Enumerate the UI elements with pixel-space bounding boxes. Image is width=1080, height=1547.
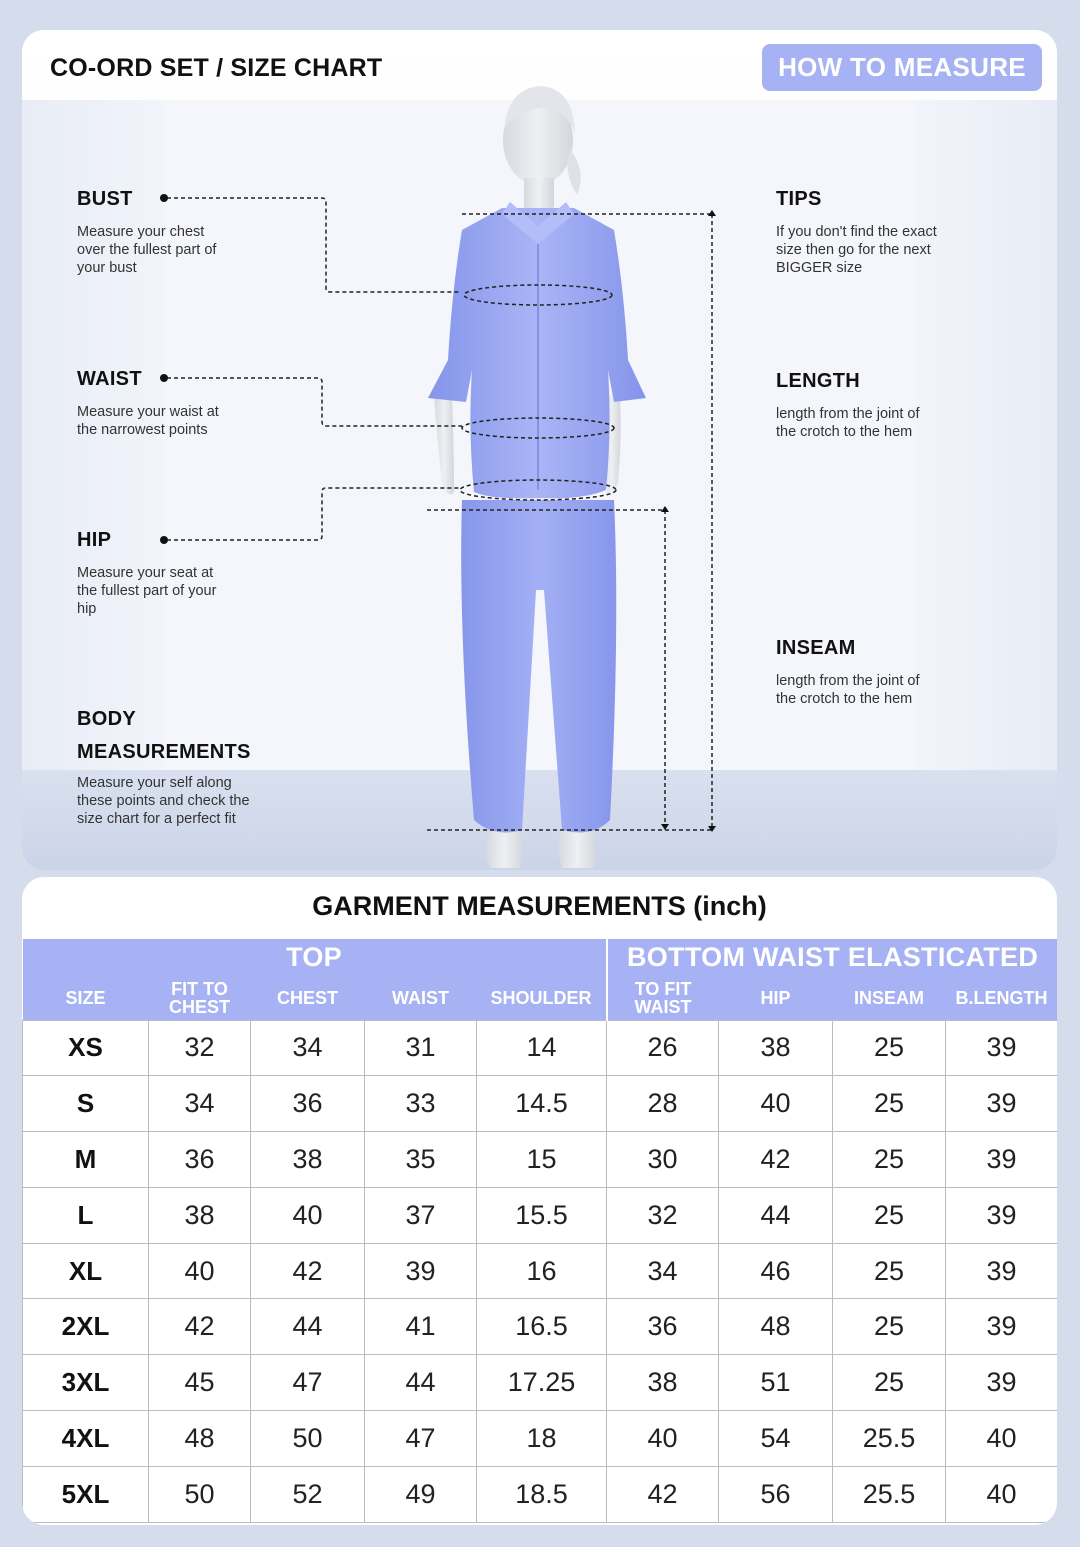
measurement-cell: 39 <box>946 1243 1057 1299</box>
measurement-cell: 40 <box>251 1187 365 1243</box>
measurement-cell: 42 <box>607 1466 719 1522</box>
column-header-chest: CHEST <box>251 976 365 1020</box>
measurement-cell: 25 <box>833 1132 946 1188</box>
measurement-cell: 25 <box>833 1243 946 1299</box>
column-header-size: SIZE <box>23 976 149 1020</box>
measurement-cell: 47 <box>251 1355 365 1411</box>
inseam-title: INSEAM <box>776 637 856 659</box>
measurement-cell: 40 <box>946 1466 1057 1522</box>
waist-text-2: the narrowest points <box>77 422 208 438</box>
size-cell: 4XL <box>23 1411 149 1467</box>
measurement-cell: 42 <box>251 1243 365 1299</box>
column-header-fit-to-chest: FIT TO CHEST <box>149 976 251 1020</box>
table-row <box>23 1020 1058 1076</box>
inseam-text-1: length from the joint of <box>776 673 920 689</box>
group-header-top: TOP <box>23 939 607 976</box>
inseam-arrow-top <box>661 506 669 512</box>
measurement-cell: 16.5 <box>477 1299 607 1355</box>
body-text-2: these points and check the <box>77 793 250 809</box>
column-header-hip: HIP <box>719 976 833 1020</box>
inseam-text-2: the crotch to the hem <box>776 691 913 707</box>
measurement-cell: 42 <box>149 1299 251 1355</box>
measurement-cell: 51 <box>719 1355 833 1411</box>
measurement-cell: 39 <box>365 1243 477 1299</box>
mannequin-left-forearm <box>434 395 454 494</box>
how-to-measure-panel <box>22 30 1057 870</box>
measurement-cell: 26 <box>607 1020 719 1076</box>
column-header-shoulder: SHOULDER <box>477 976 607 1020</box>
table-title: GARMENT MEASUREMENTS (inch) <box>312 891 767 921</box>
measurement-cell: 16 <box>477 1243 607 1299</box>
column-header-inseam: INSEAM <box>833 976 946 1020</box>
mannequin-left-foot <box>486 830 523 868</box>
measurement-cell: 15 <box>477 1132 607 1188</box>
measurement-cell: 40 <box>149 1243 251 1299</box>
measurement-cell: 47 <box>365 1411 477 1467</box>
tips-text-2: size then go for the next <box>776 242 931 258</box>
size-cell: 5XL <box>23 1466 149 1522</box>
hip-text-1: Measure your seat at <box>77 565 214 581</box>
measurement-cell: 40 <box>607 1411 719 1467</box>
body-measurements-label <box>77 708 251 828</box>
measurement-cell: 50 <box>251 1411 365 1467</box>
table-row <box>23 1076 1058 1132</box>
measurement-cell: 31 <box>365 1020 477 1076</box>
measurement-cell: 39 <box>946 1076 1057 1132</box>
inseam-label <box>776 637 919 708</box>
mannequin-right-foot <box>558 830 596 868</box>
body-text-1: Measure your self along <box>77 775 232 791</box>
how-to-measure-button[interactable]: HOW TO MEASURE <box>762 44 1042 91</box>
measurement-cell: 54 <box>719 1411 833 1467</box>
bust-title: BUST <box>77 188 133 210</box>
measurement-cell: 36 <box>251 1076 365 1132</box>
page-title: CO-ORD SET / SIZE CHART <box>50 54 383 82</box>
table-row <box>23 1132 1058 1188</box>
measurement-cell: 38 <box>607 1355 719 1411</box>
column-header-to-fit-waist: TO FIT WAIST <box>607 976 719 1020</box>
measurement-cell: 25 <box>833 1020 946 1076</box>
length-title: LENGTH <box>776 370 861 392</box>
measurement-cell: 18.5 <box>477 1466 607 1522</box>
measurement-cell: 33 <box>365 1076 477 1132</box>
waist-text-1: Measure your waist at <box>77 404 219 420</box>
size-cell: L <box>23 1187 149 1243</box>
measurement-cell: 45 <box>149 1355 251 1411</box>
measurement-cell: 14.5 <box>477 1076 607 1132</box>
measurement-cell: 44 <box>365 1355 477 1411</box>
waist-label <box>77 368 219 439</box>
measurement-cell: 25.5 <box>833 1411 946 1467</box>
measurement-cell: 18 <box>477 1411 607 1467</box>
measurement-cell: 25 <box>833 1355 946 1411</box>
measurement-cell: 49 <box>365 1466 477 1522</box>
measurement-cell: 17.25 <box>477 1355 607 1411</box>
size-chart-table <box>22 939 1057 1523</box>
hip-text-3: hip <box>77 601 97 617</box>
inseam-arrow-bottom <box>661 824 669 830</box>
table-row <box>23 1411 1058 1467</box>
measurement-cell: 52 <box>251 1466 365 1522</box>
measurement-cell: 39 <box>946 1187 1057 1243</box>
measurement-cell: 42 <box>719 1132 833 1188</box>
table-row <box>23 1187 1058 1243</box>
measurement-cell: 37 <box>365 1187 477 1243</box>
column-header-waist: WAIST <box>365 976 477 1020</box>
column-header-b-length: B.LENGTH <box>946 976 1057 1020</box>
measurement-cell: 34 <box>149 1076 251 1132</box>
mannequin-pants <box>461 500 616 832</box>
tips-label <box>776 188 937 277</box>
table-row <box>23 1243 1058 1299</box>
measurement-cell: 46 <box>719 1243 833 1299</box>
measurement-cell: 34 <box>251 1020 365 1076</box>
body-title-1: BODY <box>77 708 136 730</box>
body-title-2: MEASUREMENTS <box>77 741 251 763</box>
measurement-cell: 48 <box>149 1411 251 1467</box>
bust-label <box>77 188 216 277</box>
size-cell: XS <box>23 1020 149 1076</box>
measurement-cell: 50 <box>149 1466 251 1522</box>
measurement-cell: 41 <box>365 1299 477 1355</box>
length-text-2: the crotch to the hem <box>776 424 913 440</box>
length-arrow-bottom <box>708 826 716 832</box>
bust-text-2: over the fullest part of <box>77 242 217 258</box>
table-row <box>23 1355 1058 1411</box>
measurement-cell: 36 <box>607 1299 719 1355</box>
size-cell: S <box>23 1076 149 1132</box>
measurement-cell: 36 <box>149 1132 251 1188</box>
measurement-cell: 32 <box>607 1187 719 1243</box>
measurement-cell: 44 <box>719 1187 833 1243</box>
size-cell: XL <box>23 1243 149 1299</box>
size-cell: M <box>23 1132 149 1188</box>
table-row <box>23 1466 1058 1522</box>
measurement-cell: 40 <box>719 1076 833 1132</box>
measurement-cell: 40 <box>946 1411 1057 1467</box>
size-cell: 2XL <box>23 1299 149 1355</box>
length-arrow-top <box>708 210 716 216</box>
bust-text-1: Measure your chest <box>77 224 205 240</box>
table-row <box>23 1299 1058 1355</box>
garment-measurements-panel <box>22 877 1057 1525</box>
measurement-cell: 39 <box>946 1355 1057 1411</box>
size-cell: 3XL <box>23 1355 149 1411</box>
hip-text-2: the fullest part of your <box>77 583 217 599</box>
mannequin-neck <box>524 178 554 208</box>
measurement-cell: 14 <box>477 1020 607 1076</box>
measurement-cell: 39 <box>946 1299 1057 1355</box>
body-text-3: size chart for a perfect fit <box>77 811 236 827</box>
measurement-cell: 15.5 <box>477 1187 607 1243</box>
measurement-cell: 44 <box>251 1299 365 1355</box>
measurement-cell: 32 <box>149 1020 251 1076</box>
measurement-cell: 35 <box>365 1132 477 1188</box>
length-text-1: length from the joint of <box>776 406 920 422</box>
measurement-cell: 38 <box>251 1132 365 1188</box>
measurement-cell: 38 <box>149 1187 251 1243</box>
hip-title: HIP <box>77 529 112 551</box>
measurement-cell: 25 <box>833 1076 946 1132</box>
measurement-cell: 30 <box>607 1132 719 1188</box>
measurement-cell: 39 <box>946 1132 1057 1188</box>
bust-text-3: your bust <box>77 260 137 276</box>
waist-title: WAIST <box>77 368 142 390</box>
measurement-cell: 38 <box>719 1020 833 1076</box>
length-label <box>776 370 919 441</box>
mannequin-ponytail <box>567 150 581 195</box>
measurement-cell: 28 <box>607 1076 719 1132</box>
tips-title: TIPS <box>776 188 822 210</box>
measurement-cell: 25 <box>833 1299 946 1355</box>
group-header-bottom: BOTTOM WAIST ELASTICATED <box>607 939 1057 976</box>
tips-text-3: BIGGER size <box>776 260 863 276</box>
measurement-cell: 48 <box>719 1299 833 1355</box>
tips-text-1: If you don't find the exact <box>776 224 937 240</box>
measurement-cell: 25 <box>833 1187 946 1243</box>
measurement-cell: 56 <box>719 1466 833 1522</box>
measurement-cell: 39 <box>946 1020 1057 1076</box>
hip-label <box>77 529 216 618</box>
measurement-cell: 34 <box>607 1243 719 1299</box>
measurement-cell: 25.5 <box>833 1466 946 1522</box>
